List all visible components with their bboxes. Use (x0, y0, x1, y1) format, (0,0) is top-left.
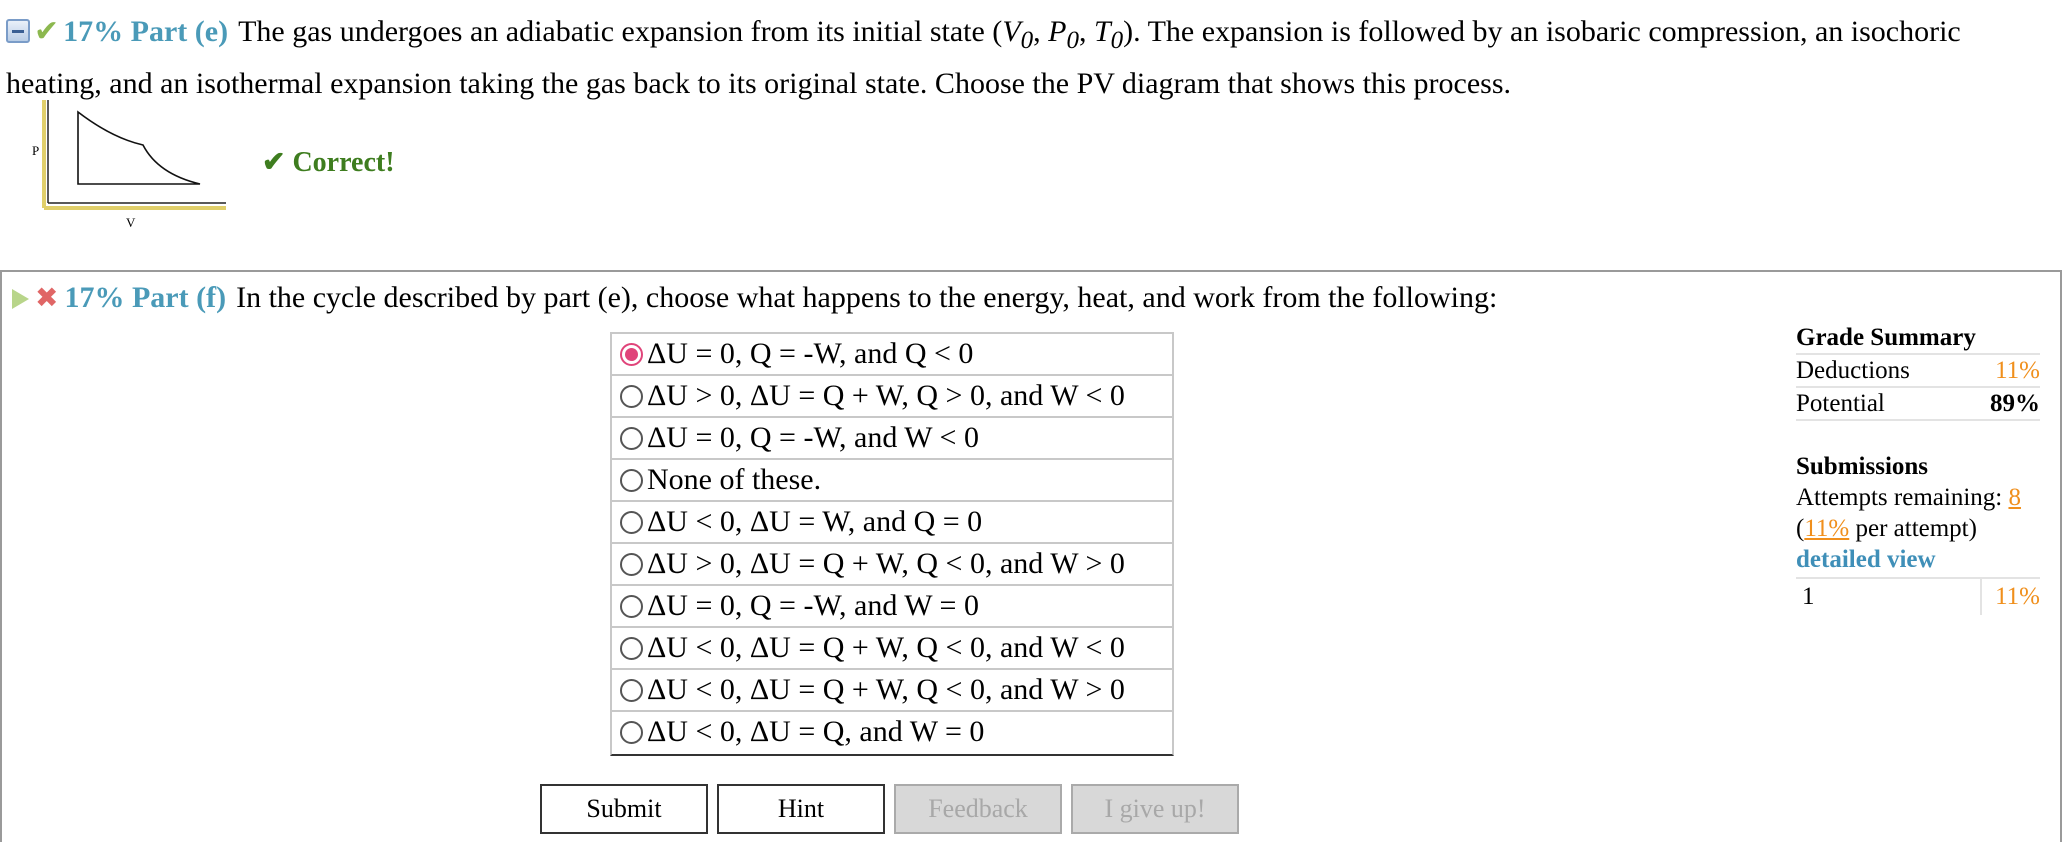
answer-option[interactable] (612, 544, 1172, 586)
answer-option-label: ΔU = 0, Q = -W, and W = 0 (647, 589, 979, 622)
radio-button[interactable] (620, 385, 643, 408)
var-t: T (1093, 15, 1111, 48)
feedback-button: Feedback (894, 784, 1062, 834)
answer-option[interactable] (612, 418, 1172, 460)
submissions-heading: Submissions (1796, 453, 1929, 480)
answer-option[interactable] (612, 586, 1172, 628)
pv-cycle-path (78, 112, 200, 184)
check-icon: ✔ (34, 14, 60, 49)
radio-button[interactable] (620, 427, 643, 450)
part-f-section (0, 270, 2062, 842)
per-attempt-open: ( (1796, 515, 1805, 542)
attempt-number: 1 (1802, 583, 1815, 610)
part-f-percent-label: 17% Part (f) (64, 281, 227, 314)
answer-option[interactable] (612, 628, 1172, 670)
grade-summary-panel (1796, 322, 2040, 617)
radio-button[interactable] (620, 553, 643, 576)
var-t-sub: 0 (1110, 27, 1124, 54)
potential-value: 89% (1990, 390, 2040, 417)
part-e-section (0, 0, 2072, 268)
answer-option-label: ΔU < 0, ΔU = Q + W, Q < 0, and W > 0 (647, 673, 1125, 706)
answer-option-label: ΔU < 0, ΔU = Q + W, Q < 0, and W < 0 (647, 631, 1125, 664)
radio-button[interactable] (620, 595, 643, 618)
part-e-question-suffix: ). The expansion is followed by an isobaric compression, an isochoric heating, and an isothermal expansion taking the gas back to its original state. Choose the PV diagram that shows this process. (6, 15, 1961, 100)
answer-option[interactable] (612, 502, 1172, 544)
part-e-percent-label: 17% Part (e) (63, 15, 229, 48)
attempt-row (1796, 577, 2040, 617)
answer-option-label: ΔU = 0, Q = -W, and Q < 0 (647, 337, 974, 370)
part-f-question (12, 276, 1762, 319)
radio-button[interactable] (620, 637, 643, 660)
part-f-question-text: In the cycle described by part (e), choose what happens to the energy, heat, and work from the following: (236, 281, 1498, 314)
answer-option-label: ΔU > 0, ΔU = Q + W, Q > 0, and W < 0 (647, 379, 1125, 412)
answer-option-label: ΔU > 0, ΔU = Q + W, Q < 0, and W > 0 (647, 547, 1125, 580)
var-p: P (1048, 15, 1067, 48)
answer-option-label: ΔU = 0, Q = -W, and W < 0 (647, 421, 979, 454)
var-v-sub: 0 (1020, 27, 1034, 54)
play-icon[interactable] (12, 289, 29, 309)
correct-feedback: ✔ Correct! (262, 147, 395, 178)
attempt-deduction: 11% (1980, 579, 2040, 615)
var-p-sub: 0 (1066, 27, 1079, 54)
pv-v-label: V (126, 215, 136, 230)
pv-diagram-svg (30, 100, 230, 230)
answer-option-label: ΔU < 0, ΔU = W, and Q = 0 (647, 505, 983, 538)
deductions-row (1796, 355, 2040, 388)
answer-option-label: ΔU < 0, ΔU = Q, and W = 0 (647, 715, 985, 748)
attempts-remaining-label: Attempts remaining: (1796, 484, 2003, 511)
collapse-icon[interactable] (6, 19, 30, 43)
radio-button[interactable] (620, 469, 643, 492)
pv-p-label: P (32, 143, 40, 158)
radio-button-selected[interactable] (620, 343, 643, 366)
answer-option[interactable] (612, 376, 1172, 418)
answer-option[interactable] (612, 334, 1172, 376)
radio-button[interactable] (620, 679, 643, 702)
per-attempt-suffix: per attempt) (1855, 515, 1977, 542)
hint-button[interactable]: Hint (717, 784, 885, 834)
give-up-button: I give up! (1071, 784, 1239, 834)
grade-summary-heading: Grade Summary (1796, 322, 2040, 355)
attempts-remaining-value: 8 (2008, 484, 2021, 511)
potential-row (1796, 388, 2040, 421)
deductions-label: Deductions (1796, 357, 1910, 384)
submit-button[interactable]: Submit (540, 784, 708, 834)
per-attempt-deduction (1796, 513, 2040, 544)
pv-diagram-thumbnail (30, 100, 230, 230)
per-attempt-value: 11% (1804, 515, 1850, 542)
x-icon: ✖ (35, 281, 59, 314)
detailed-view-link[interactable]: detailed view (1796, 546, 1936, 573)
radio-button[interactable] (620, 721, 643, 744)
answer-option-label: None of these. (647, 463, 822, 496)
part-e-question: ✔ 17% Part (e) The gas undergoes an adiabatic expansion from its initial state ($V_0$, $P_0$, $T_0$). The expansion is followed by an isobaric compression, an isochoric heating, and an isothermal expansion taking the gas back to its original state. Choose the PV diagram that shows this process. (6, 14, 1961, 100)
deductions-value: 11% (1995, 357, 2040, 384)
radio-button[interactable] (620, 511, 643, 534)
answer-option[interactable] (612, 460, 1172, 502)
answer-option[interactable] (612, 712, 1172, 754)
attempts-remaining (1796, 482, 2040, 513)
potential-label: Potential (1796, 390, 1885, 417)
var-v: V (1002, 15, 1021, 48)
answer-option[interactable] (612, 670, 1172, 712)
part-e-question-prefix: The gas undergoes an adiabatic expansion from its initial state ( (238, 15, 1003, 48)
answer-options (610, 332, 1174, 756)
